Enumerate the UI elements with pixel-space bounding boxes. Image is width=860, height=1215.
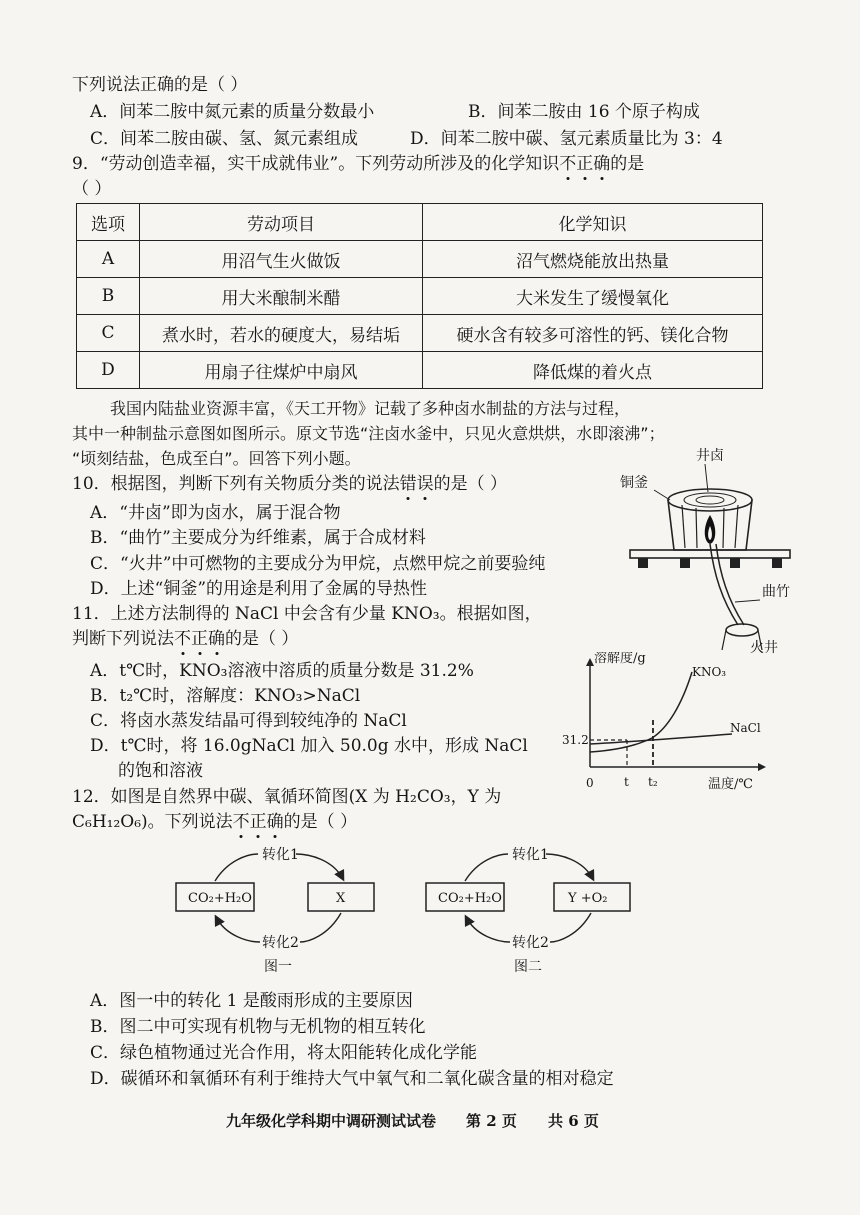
- table-row: [77, 352, 763, 389]
- cycle1-left-label: CO₂+H₂O: [188, 891, 252, 906]
- q11-option-b: B．t₂℃时，溶解度：KNO₃>NaCl: [90, 686, 361, 706]
- q12-stem-line-2: [72, 811, 357, 833]
- q11-option-d-continued: 的饱和溶液: [118, 761, 203, 781]
- q11-option-c: C．将卤水蒸发结晶可得到较纯净的 NaCl: [90, 711, 407, 731]
- table-cell: A: [77, 241, 140, 278]
- chart-origin: 0: [586, 776, 594, 790]
- chart-x-tick-t: t: [624, 775, 629, 789]
- emphasis-mark: 正: [576, 154, 594, 174]
- table-cell: 用扇子往煤炉中扇风: [140, 352, 423, 389]
- q10-stem-text: 10．根据图，判断下列有关物质分类的说法: [72, 474, 400, 494]
- table-cell: D: [77, 352, 140, 389]
- emphasis-mark: 不: [174, 629, 191, 649]
- table-cell: 降低煤的着火点: [423, 352, 763, 389]
- emphasis-mark: 不: [559, 154, 577, 174]
- q11-stem-line-2: [72, 628, 298, 650]
- brine-ripple: [684, 493, 736, 507]
- table-header-cell: 劳动项目: [140, 204, 423, 241]
- passage-line-1: 我国内陆盐业资源丰富，《天工开物》记载了多种卤水制盐的方法与过程，: [110, 399, 631, 418]
- emphasis-mark: 误: [416, 474, 434, 494]
- table-header-cell: 选项: [77, 204, 140, 241]
- q12-option-a: A．图一中的转化 1 是酸雨形成的主要原因: [90, 991, 413, 1011]
- emphasis-mark: 确: [593, 154, 611, 174]
- footer-page-number: 第 2 页: [466, 1112, 517, 1130]
- emphasis-mark: 正: [249, 812, 267, 832]
- chart-x-tick-t2: t₂: [648, 775, 658, 789]
- table-cell: C: [77, 315, 140, 352]
- passage-line-2: 其中一种制盐示意图如图所示。原文节选“注卤水釜中，只见火意烘烘，水即滚沸”；: [72, 424, 665, 443]
- q10-stem-tail: 的是（ ）: [433, 474, 508, 494]
- q9-table: [76, 203, 763, 389]
- cycle1-right-label: X: [336, 891, 346, 906]
- label-fire-well: 火井: [750, 640, 778, 655]
- arrow-top: [296, 854, 343, 879]
- table-header-row: [77, 204, 763, 241]
- footer-title: 九年级化学科期中调研测试试卷: [226, 1112, 437, 1130]
- table-cell: 大米发生了缓慢氧化: [423, 278, 763, 315]
- q11-stem-line-1: 11．上述方法制得的 NaCl 中会含有少量 KNO₃。根据如图，: [72, 604, 542, 624]
- q8-stem: 下列说法正确的是（ ）: [72, 75, 248, 95]
- q9-stem-tail: 的是: [610, 154, 645, 174]
- emphasis-mark: 确: [208, 629, 225, 649]
- cycle-diagram-2: [418, 838, 663, 978]
- q10-option-b: B．“曲竹”主要成分为纤维素，属于合成材料: [90, 528, 426, 548]
- arrow-top: [546, 854, 593, 879]
- q11-stem-text: 判断下列说法: [72, 629, 174, 649]
- footer-total-pages: 共 6 页: [548, 1112, 599, 1130]
- q8-option-a: A．间苯二胺中氮元素的质量分数最小: [90, 102, 375, 122]
- solubility-chart: [560, 652, 785, 792]
- arrow-bottom: [466, 917, 510, 942]
- q12-stem-text: C₆H₁₂O₆)。下列说法: [72, 812, 233, 832]
- arrow-bottom: [216, 917, 260, 942]
- cycle-diagram-1: [168, 838, 413, 978]
- chart-y-tick: 31.2: [562, 733, 589, 747]
- q9-answer-blank: （ ）: [72, 179, 112, 199]
- q9-stem: [72, 153, 644, 175]
- q12-stem-line-1: 12．如图是自然界中碳、氧循环简图(X 为 H₂CO₃，Y 为: [72, 787, 502, 807]
- table-row: [77, 315, 763, 352]
- label-well-brine: 井卤: [696, 448, 724, 464]
- series-label-nacl: NaCl: [730, 721, 761, 735]
- emphasis-mark: 确: [266, 812, 284, 832]
- chart-y-label: 溶解度/g: [594, 652, 646, 666]
- chart-x-label: 温度/℃: [708, 777, 753, 792]
- cycle2-caption: 图二: [514, 959, 542, 975]
- q12-stem-tail: 的是（ ）: [283, 812, 358, 832]
- cycle2-bottom-label: 转化2: [512, 935, 549, 951]
- emphasis-mark: 错: [399, 474, 417, 494]
- cycle2-right-label: Y +O₂: [568, 891, 608, 906]
- q12-option-b: B．图二中可实现有机物与无机物的相互转化: [90, 1017, 426, 1037]
- table-cell: 用沼气生火做饭: [140, 241, 423, 278]
- table-row: [77, 241, 763, 278]
- q10-option-c: C．“火井”中可燃物的主要成分为甲烷，点燃甲烷之前要验纯: [90, 554, 546, 574]
- salt-making-figure: [610, 440, 800, 655]
- q11-option-a: A．t℃时，KNO₃溶液中溶质的质量分数是 31.2%: [90, 661, 474, 681]
- cycle2-top-label: 转化1: [512, 847, 549, 863]
- q11-stem-tail: 的是（ ）: [225, 629, 299, 649]
- label-copper-cauldron: 铜釜: [620, 475, 648, 491]
- fire-well: [726, 624, 758, 636]
- emphasis-mark: 不: [232, 812, 250, 832]
- q10-option-a: A．“井卤”即为卤水，属于混合物: [90, 503, 341, 523]
- stove-base: [630, 550, 790, 558]
- cycle1-bottom-label: 转化2: [262, 935, 299, 951]
- q10-option-d: D．上述“铜釜”的用途是利用了金属的导热性: [90, 579, 428, 599]
- cycle2-left-label: CO₂+H₂O: [438, 891, 502, 906]
- label-bamboo-pipe: 曲竹: [762, 584, 790, 600]
- q9-stem-text: 9．“劳动创造幸福，实干成就伟业”。下列劳动所涉及的化学知识: [72, 154, 560, 174]
- table-cell: 沼气燃烧能放出热量: [423, 241, 763, 278]
- cycle1-top-label: 转化1: [262, 847, 299, 863]
- q11-option-d: D．t℃时，将 16.0gNaCl 加入 50.0g 水中，形成 NaCl: [90, 736, 528, 756]
- bamboo-pipe: [710, 544, 738, 625]
- q8-option-c: C．间苯二胺由碳、氢、氮元素组成: [90, 129, 359, 149]
- nacl-curve: [590, 734, 732, 744]
- table-row: [77, 278, 763, 315]
- brine-ripple: [696, 496, 724, 504]
- table-cell: B: [77, 278, 140, 315]
- q12-option-d: D．碳循环和氧循环有利于维持大气中氧气和二氧化碳含量的相对稳定: [90, 1069, 614, 1089]
- q8-option-d: D．间苯二胺中碳、氢元素质量比为 3：4: [410, 129, 723, 149]
- cycle1-caption: 图一: [264, 959, 292, 975]
- emphasis-mark: 正: [191, 629, 208, 649]
- q8-option-b: B．间苯二胺由 16 个原子构成: [468, 102, 700, 122]
- table-cell: 用大米酿制米醋: [140, 278, 423, 315]
- passage-line-3: “顷刻结盐，色成至白”。回答下列小题。: [72, 449, 361, 468]
- table-cell: 硬水含有较多可溶性的钙、镁化合物: [423, 315, 763, 352]
- table-header-cell: 化学知识: [423, 204, 763, 241]
- table-cell: 煮水时，若水的硬度大，易结垢: [140, 315, 423, 352]
- q10-stem: [72, 473, 507, 495]
- q12-option-c: C．绿色植物通过光合作用，将太阳能转化成化学能: [90, 1043, 478, 1063]
- cauldron-rim: [668, 489, 752, 511]
- series-label-kno3: KNO₃: [692, 665, 727, 679]
